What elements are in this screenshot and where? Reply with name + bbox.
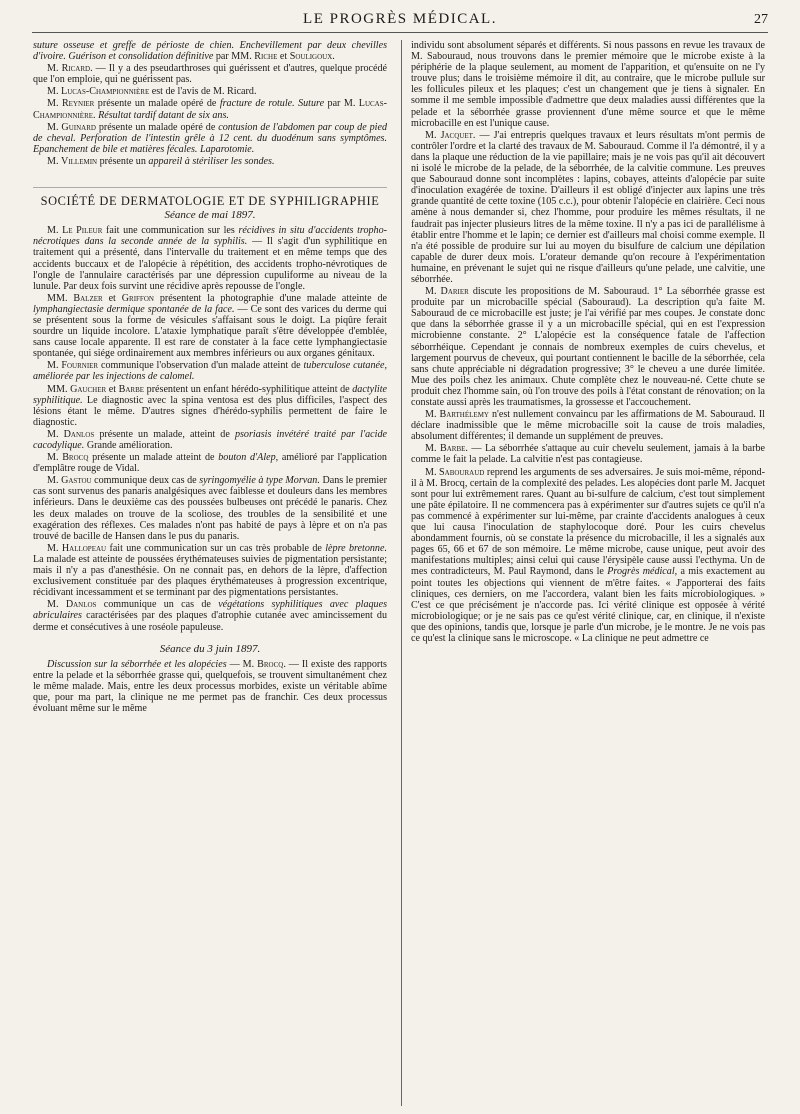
paragraph [33, 40, 387, 62]
column-divider [401, 40, 402, 1106]
paragraph [33, 429, 387, 451]
italic-text: fracture de rotule. Suture [219, 98, 325, 110]
author-name: Jacquet [440, 129, 473, 141]
text-run: fait une communication sur un cas très probable de [106, 542, 326, 554]
text-run: a mis exactement au point toutes les objections qui viennent de m'être faites. « J'apporterai des faits cliniques, ces derniers, on me l'accordera, valant bien les faits microbiologiques. » C'est ce que précisément je n'accorde pas. Ici vérité clinique est opposée à vérité microbiologique; or je ne sais pas ce qu'est vérité clinique, car, en clinique, il n'existe que des opinions, tandis que, lorsque je parle d'un microbe, je le montre. Je ne vois pas ce qu'est la clinique sans le microscope. « La clinique ne peut admettre ce [411, 566, 765, 644]
text-run: M. [425, 409, 440, 421]
italic-text: appareil à stériliser les sondes. [148, 155, 275, 167]
italic-text: récidives in situ d'accidents tropho-nécrotiques dans la seconde année de la syphilis. [33, 225, 387, 248]
right-column [411, 40, 765, 1106]
italic-text: dactylite syphilitique. [33, 383, 387, 406]
italic-text: syringomyélie à type Morvan. [199, 475, 320, 487]
text-run: Le diagnostic avec la spina ventosa est des plus difficiles, l'aspect des lésions étant le même. D'autres signes d'hérédo-syphilis permettent de faire le diagnostic. [33, 394, 387, 428]
author-name: Darier [440, 286, 469, 298]
text-run: et [102, 292, 122, 304]
text-run: M. [47, 121, 62, 133]
session-heading: Séance du 3 juin 1897. [159, 642, 261, 655]
text-run: M. [425, 443, 440, 455]
author-name: Guinard [61, 121, 96, 133]
paragraph [33, 599, 387, 632]
text-run: M. [425, 466, 440, 478]
paragraph [411, 409, 765, 442]
author-name: Balzer [73, 292, 103, 304]
paragraph [33, 225, 387, 292]
text-run: présente un malade opéré de [95, 121, 219, 133]
author-name: Sabouraud [439, 466, 485, 478]
text-run: présente un malade opéré de [94, 98, 220, 110]
paragraph [33, 156, 387, 167]
text-run: présente un malade atteint de [88, 452, 219, 464]
author-name: Hallopeau [61, 542, 107, 554]
text-run: présente un malade, atteint de [94, 428, 235, 440]
author-name: Souligoux [289, 51, 333, 63]
text-run: fait une communication sur les [102, 225, 239, 237]
page-number: 27 [754, 12, 768, 27]
paragraph [33, 475, 387, 542]
text-run: Grande amélioration. [84, 440, 173, 451]
text-run: M. [47, 225, 63, 237]
left-column [33, 40, 387, 1106]
author-name: Barthélemy [439, 409, 489, 421]
running-head [32, 10, 768, 33]
paragraph [411, 40, 765, 129]
paragraph [33, 384, 387, 428]
author-name: Ricard [61, 63, 91, 75]
text-run: présentent un enfant hérédo-syphilitique atteint de [144, 383, 353, 395]
text-run: reprend les arguments de ses adversaires. Je suis moi-même, répond-il à M. Brocq, certain de la complexité des pelades. Les alopécies dont parle M. Jacquet sont pour lui extrêmement rares. Quant au bi-sulfure de calcium, c'est tout simplement une pâte épilatoire. Il ne commencera pas à expérimenter sur d'autres sujets ce qu'il n'a pas commencé à expérimenter sur lui-même, par crainte d'accidents analogues à ceux que lui causa l'inoculation de staphylocoque doré. Pour les cuirs chevelus abondamment fournis, où se constate la présence du microbacille, il les a signalés aux pages 65, 66 et 67 de son mémoire. Le même microbe, cause unique, peut avoir des manifestations multiples; ainsi celui qui cause l'érysipèle cause aussi l'ecthyma. Un de mes contradicteurs, M. Paul Raymond, dans le [411, 466, 765, 578]
italic-text: psoriasis invétéré traité par l'acide cacodylique. [33, 428, 387, 451]
text-run: présentent la photographie d'une malade atteinte de [153, 292, 387, 304]
paragraph [33, 360, 387, 382]
paragraph [411, 443, 765, 465]
paragraph [33, 98, 387, 120]
paragraph [33, 63, 387, 85]
text-run: . — Il y a des pseudarthroses qui guérissent et d'autres, quelque procédé que l'on emploie, qui ne guérissent pas. [33, 63, 387, 86]
text-run: . [93, 109, 99, 121]
text-run: est de l'avis de M. Ricard. [149, 86, 257, 98]
italic-text: bouton d'Alep, [218, 452, 279, 464]
text-run: M. [47, 98, 62, 110]
text-run: communique deux cas de [91, 475, 200, 487]
text-run: et [106, 383, 119, 395]
italic-text: Discussion sur la séborrhée et les alopécies [47, 658, 227, 670]
paragraph [33, 293, 387, 360]
text-run: La malade est atteinte de poussées érythémateuses suivies de pigmentation persistante; mais il n'y a pas d'anesthésie. On ne connait pas, en dehors de la lèpre, d'affection exclusivement constituée par des plaques érythémateuses à progression excentrique, récidivant incessamment et se terminant par des pigmentations persistantes. [33, 553, 387, 599]
author-name: Le Pileur [62, 225, 103, 237]
paragraph [33, 659, 387, 714]
text-run: — Ce sont des varices du derme qui se présentent sous la forme de vésicules s'affaisant sous le doigt. La piqûre ferait sourdre un liquide incolore. L'ataxie lymphatique paraît s'être développée d'emblée, sans cause locale apparente. Il est rare de constater à la face cette lymphangiectasie spontanée, qui siége ordinairement aux membres inférieurs ou aux organes génitaux. [33, 303, 387, 360]
text-run: M. [47, 599, 66, 611]
text-run: par MM. [213, 51, 255, 63]
author-name: Gastou [61, 475, 92, 487]
author-name: Villemin [61, 155, 98, 167]
text-run: communique l'observation d'un malade atteint de [98, 360, 304, 372]
text-run: M. [47, 452, 63, 464]
text-run: . [332, 51, 335, 63]
paragraph [33, 543, 387, 598]
text-run: discute les propositions de M. Sabouraud. 1° La séborrhée grasse est produite par un microbacille spécial (Sabouraud). La description qu'a faite M. Sabouraud de ce microbacille est juste; je l'ai vérifié par mes coupes. Je constate donc que dans la séborrhée grasse il y a un microbacille spécial, qui en est l'expression microbienne constante. 2° L'alopécie est la conséquence fatale de l'affection séborrhéique. Cependant je connais de nombreux exemples de cuirs chevelus, et largement pourvus de cheveux, qui pourtant contiennent le bacille de la séborrhée, cela sans chute appréciable ni dégradation progressive; 3° le cheveu a une durée limitée. Mue des poils chez les animaux. Chute complète chez le nouveau-né. Cette chute se produit chez l'homme sain, où l'on trouve des poils à l'état constant de rénovation; on la constate aussi après les traumatismes, la grossesse et l'accouchement. [411, 286, 765, 408]
author-name: Riche [254, 51, 278, 63]
text-run: M. [47, 63, 62, 75]
section-heading: SOCIÉTÉ DE DERMATOLOGIE ET DE SYPHILIGRAPHIE [33, 187, 387, 207]
text-run: . — J'ai entrepris quelques travaux et leurs résultats m'ont permis de contrôler l'ordre et la clarté des travaux de M. Sabouraud. Comme il l'a démontré, il y a dans la plaque une réduction de la vie papillaire; mais je ne vois pas qu'il ait découvert ni isolé le microbe de la pelade, de la séborrhée, de la calvitie commune. Les preuves que Sabouraud donne sont incomplètes : lapins, cobayes, atteints d'alopécie par suite d'inoculation exagérée de toxine. D'ailleurs il est obligé d'injecter aux lapins une très grande quantité de cette toxine (105 c.c.), pour obtenir l'alopécie en clairière. Ceci nous amène à nous demander si, chez l'homme, pour produire les mêmes résultats, il ne faudrait pas injecter plusieurs litres de la même toxine. Il n'y a pas ici de parallélisme à établir entre l'homme et le lapin; ce dernier est d'ailleurs mal choisi comme exemple. Il n'a été possible de produire sur lui au moyen du bisulfure de calcium une dépilation capable de durer deux mois. L'orateur demande qu'on recoure à l'expérimentation humaine, en prévenant le sujet qui ne risque d'ailleurs qu'une pelade, une calvitie, une séborrhée. [411, 129, 765, 285]
author-name: Danlos [65, 599, 97, 611]
text-run: — Il s'agit d'un syphilitique en traitement qui a présenté, dans l'intervalle du traitement et en même temps que des accidents buccaux et de l'alopécie à répétition, des accidents tropho-névrotiques de l'ongle de l'annulaire caractérisés par une dépression cupuliforme au niveau de la lunule. Par deux fois survint une récidive après repousse de l'ongle. [33, 236, 387, 292]
author-name: Barbe [118, 383, 145, 395]
author-name: Danlos [63, 428, 95, 440]
text-run: présente un [97, 155, 149, 167]
session-heading: Séance de mai 1897. [164, 209, 256, 222]
text-run: — M. [226, 658, 258, 670]
italic-text: végétations syphilitiques avec plaques abriculaires [33, 599, 387, 622]
text-run: Dans le premier cas sont survenus des panaris analgésiques avec faiblesse et douleurs dans les membres inférieurs. Dans le deuxième cas des poussées bulbeuses ont précédé le panaris. Chez les deux malades on trouve de la scoliose, des troubles de la sensibilité et une exagération des réflexes. Ces malades n'ont pas habité de pays à lèpre et on n'a pas trouvé de bacille de Hansen dans le pus du panaris. [33, 475, 387, 542]
text-run: M. [47, 155, 62, 167]
author-name: Barbe [439, 443, 466, 455]
text-run: M. [425, 286, 441, 298]
text-run: M. [47, 428, 64, 440]
italic-text: Résultat tardif datant de six ans. [98, 109, 229, 121]
author-name: Fournier [61, 360, 99, 372]
author-name: Brocq [62, 452, 89, 464]
text-run: amélioré par l'application d'emplâtre rouge de Vidal. [33, 452, 387, 475]
text-run: . — Il existe des rapports entre la pelade et la séborrhée grasse qui, quelquefois, se trouvent simultanément chez le même malade. Mais, entre les deux processus morbides, existe un véritable abîme que, pour ma part, la clinique ne me permet pas de franchir. Ces deux processus évoluant même sur le même [33, 658, 387, 715]
italic-text: suture osseuse et greffe de périoste de chien. Enchevillement par deux chevilles d'ivoire. Guérison et consolidation définitive [33, 40, 387, 63]
author-name: Gaucher [70, 383, 107, 395]
author-name: Griffon [121, 292, 154, 304]
paragraph [411, 286, 765, 408]
text-run: n'est nullement convaincu par les affirmations de M. Sabouraud. Il déclare inadmissible que le même microbacille soit la cause de trois maladies, absolument différentes; il demande un supplément de preuves. [411, 409, 765, 443]
journal-title: LE PROGRÈS MÉDICAL. [303, 11, 497, 27]
italic-text: lymphangiectasie dermique spontanée de la face. [33, 303, 235, 315]
paragraph [33, 122, 387, 155]
paragraph [33, 452, 387, 474]
text-run: individu sont absolument séparés et différents. Si nous passons en revue les travaux de M. Sabouraud, nous trouvons dans le premier mémoire que le microbe existe à la périphérie de la plaque seulement, au moment de l'apparition, et qu'ensuite on ne l'y trouve plus; dans le troisième mémoire il dit, au contraire, que le microbe pullule sur les follicules pileux et les plaques; c'est un changement que je tiens à signaler. En somme il me semble impossible d'admettre que deux maladies aussi différentes que la pelade et la séborrhée grasse proviennent d'une même source et que le même microbacille en est l'unique cause. [411, 40, 765, 129]
paragraph [411, 130, 765, 285]
author-name: Reynier [61, 98, 95, 110]
text-run: M. [47, 86, 62, 98]
author-name: Brocq [257, 658, 284, 670]
text-run: M. [47, 360, 62, 372]
italic-text: contusion de l'abdomen par coup de pied de cheval. Perforation de l'intestin grêle à 12 cent. du duodénum sans symptômes. Epanchement de bile et matières fécales. Laparotomie. [33, 121, 387, 155]
text-run: MM. [47, 292, 74, 304]
text-run: M. [47, 475, 62, 487]
italic-text: tuberculose cutanée, améliorée par les injections de calomel. [33, 360, 387, 383]
text-run: M. [47, 542, 62, 554]
text-run: communique un cas de [96, 599, 219, 611]
author-name: Lucas-Championnière [61, 86, 150, 98]
text-run: par M. [324, 98, 359, 110]
italic-text: Progrès médical, [607, 566, 678, 578]
paragraph [411, 467, 765, 645]
text-run: . — La séborrhée s'attaque au cuir chevelu seulement, jamais à la barbe comme le fait la pelade. La calvitie n'est pas contagieuse. [411, 443, 765, 466]
text-run: caractérisées par des plaques d'atrophie cutanée avec amincissement du derme et consécutives à une roséole papuleuse. [33, 610, 387, 633]
author-name: Lucas-Championnière [33, 98, 387, 121]
paragraph [33, 86, 387, 97]
text-run: M. [425, 129, 441, 141]
text-run: et [277, 51, 290, 63]
text-run: MM. [47, 383, 71, 395]
italic-text: lèpre bretonne. [325, 542, 387, 554]
